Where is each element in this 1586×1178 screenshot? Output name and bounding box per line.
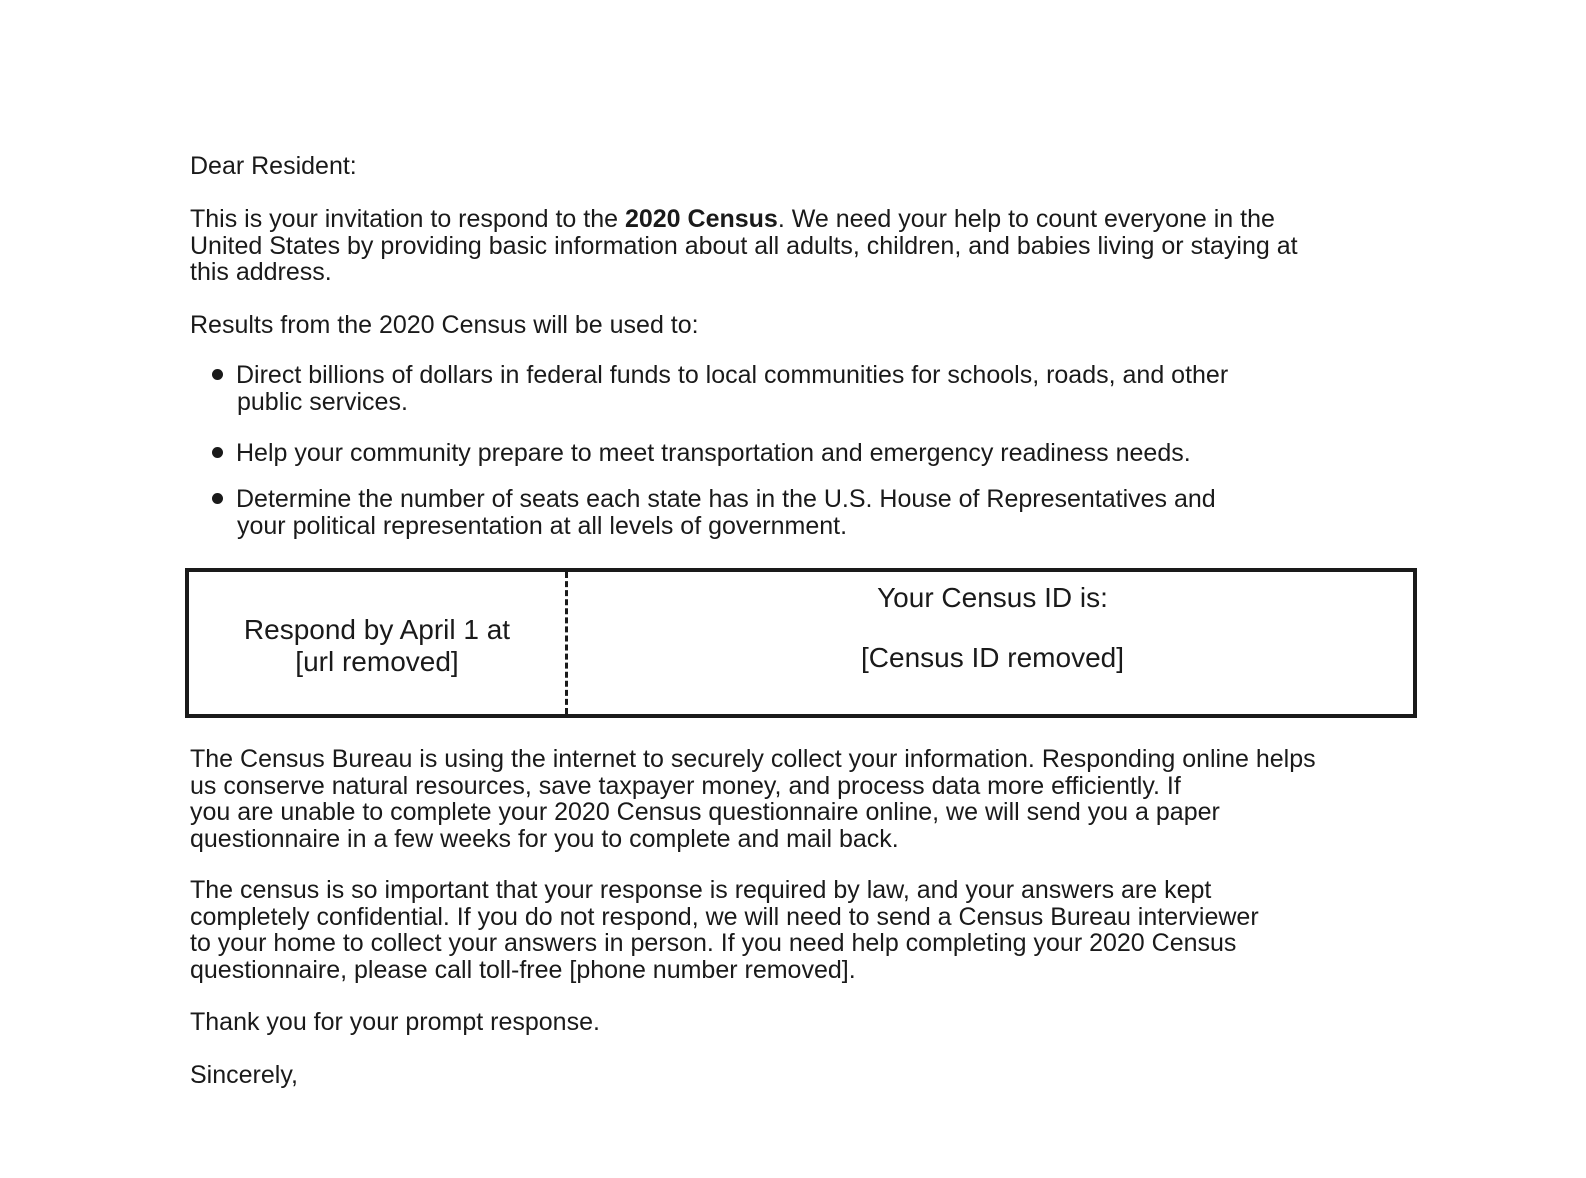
census-id-label: Your Census ID is:	[877, 582, 1108, 613]
closing-line: Sincerely,	[190, 1061, 298, 1089]
bullet-icon	[212, 447, 223, 458]
response-url: [url removed]	[295, 646, 459, 677]
bullet-text: Help your community prepare to meet transportation and emergency readiness needs.	[236, 439, 1191, 467]
census-year-emphasis: 2020 Census	[624, 205, 778, 233]
bullet-text: Determine the number of seats each state has in the U.S. House of Representatives and your political representation at all levels of government.	[236, 485, 1216, 540]
bullet-text: Direct billions of dollars in federal funds to local communities for schools, roads, and other public services.	[236, 361, 1229, 416]
law-paragraph: The census is so important that your response is required by law, and your answers are kept completely confidential. If you do not respond, we will need to send a Census Bureau interviewer to your home to collect your answers in person. If you need help completing your 2020 Census questionnaire, please call toll-free [phone number removed].	[190, 876, 1259, 984]
bullet-icon	[212, 493, 223, 504]
results-heading: Results from the 2020 Census will be used to:	[190, 311, 699, 339]
intro-line-3: this address.	[190, 258, 332, 286]
census-id-value: [Census ID removed]	[861, 642, 1124, 673]
intro-line-2: United States by providing basic information about all adults, children, and babies living or staying at	[190, 231, 1298, 260]
salutation: Dear Resident:	[190, 152, 357, 180]
thanks-line: Thank you for your prompt response.	[190, 1008, 600, 1036]
bullet-icon	[212, 369, 223, 380]
internet-paragraph: The Census Bureau is using the internet to securely collect your information. Responding online helps us conserve natural resources, save taxpayer money, and process data more efficiently. If you are unable to complete your 2020 Census questionnaire online, we will send you a paper questionnaire in a few weeks for you to complete and mail back.	[190, 745, 1316, 853]
response-info-box	[185, 568, 1417, 718]
intro-paragraph	[190, 206, 1298, 286]
intro-line-1: This is your invitation to respond to the 2020 Census. We need your help to count everyone in the	[190, 205, 1275, 233]
respond-by-text: Respond by April 1 at [url removed]	[189, 614, 565, 678]
